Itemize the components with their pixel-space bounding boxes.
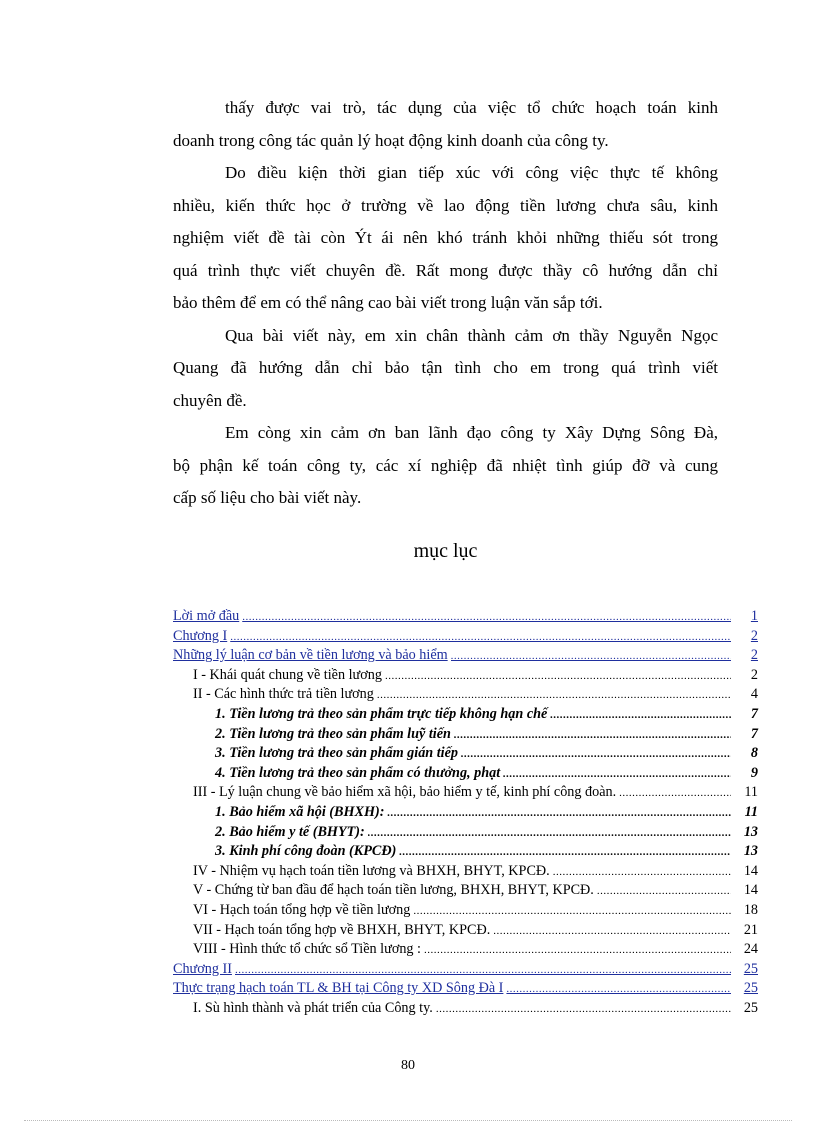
toc-entry[interactable] bbox=[173, 764, 758, 784]
body-text-line: bộ phận kế toán công ty, các xí nghiệp đã nhiệt tình giúp đỡ và cung bbox=[173, 455, 718, 475]
toc-entry[interactable] bbox=[173, 783, 758, 803]
toc-page-number: 2 bbox=[750, 647, 758, 664]
toc-dot-leader bbox=[377, 686, 731, 706]
page-bottom-border bbox=[24, 1120, 792, 1121]
toc-dot-leader bbox=[550, 706, 731, 726]
toc-title: mục lục bbox=[413, 540, 478, 562]
toc-page-number: 11 bbox=[744, 803, 758, 820]
toc-entry[interactable] bbox=[173, 999, 758, 1019]
toc-entry[interactable] bbox=[173, 646, 758, 666]
toc-entry[interactable] bbox=[173, 666, 758, 686]
body-text-line: Em còng xin cảm ơn ban lãnh đạo công ty Xây Dựng Sông Đà, bbox=[225, 423, 718, 442]
toc-page-number: 25 bbox=[743, 980, 758, 997]
body-text-line: nhiều, kiến thức học ở trường về lao động tiền lương chưa sâu, kinh bbox=[173, 195, 718, 215]
body-text-line: quá trình thực viết chuyên đề. Rất mong được thầy cô hướng dẫn chỉ bbox=[173, 260, 718, 280]
toc-dot-leader bbox=[368, 824, 731, 844]
toc-entry[interactable] bbox=[173, 862, 758, 882]
toc-entry-title: III - Lý luận chung về bảo hiểm xã hội, bảo hiểm y tế, kinh phí công đoàn. bbox=[193, 784, 617, 801]
toc-entry-title: II - Các hình thức trả tiền lương bbox=[193, 686, 374, 703]
toc-entry[interactable] bbox=[173, 979, 758, 999]
toc-dot-leader bbox=[619, 784, 731, 804]
toc-entry[interactable] bbox=[173, 744, 758, 764]
toc-page-number: 14 bbox=[743, 882, 758, 899]
toc-dot-leader bbox=[597, 882, 731, 902]
toc-dot-leader bbox=[506, 980, 731, 1000]
body-text-line: thấy được vai trò, tác dụng của việc tổ chức hoạch toán kinh bbox=[225, 98, 718, 117]
toc-page-number: 4 bbox=[750, 686, 758, 703]
toc-page-number: 2 bbox=[750, 666, 758, 683]
body-paragraphs bbox=[173, 92, 718, 515]
toc-entry-title: 3. Tiền lương trả theo sản phẩm gián tiếp bbox=[215, 745, 459, 762]
toc-entry[interactable] bbox=[173, 921, 758, 941]
body-text-line: bảo thêm để em có thể nâng cao bài viết trong luận văn sắp tới. bbox=[173, 293, 603, 312]
toc-dot-leader bbox=[503, 765, 731, 785]
toc-entry-title: IV - Nhiệm vụ hạch toán tiền lương và BHXH, BHYT, KPCĐ. bbox=[193, 862, 550, 879]
toc-entry-title: VII - Hạch toán tổng hợp về BHXH, BHYT, KPCĐ. bbox=[193, 921, 491, 938]
toc-entry[interactable] bbox=[173, 881, 758, 901]
toc-page-number: 9 bbox=[750, 764, 758, 781]
toc-page-number: 25 bbox=[743, 999, 758, 1016]
page-number: 80 bbox=[401, 1058, 415, 1073]
toc-page-number: 8 bbox=[750, 745, 758, 762]
toc-dot-leader bbox=[387, 804, 731, 824]
toc-entry-title: 2. Tiền lương trả theo sản phẩm luỹ tiến bbox=[215, 725, 451, 742]
toc-page-number: 7 bbox=[750, 705, 758, 722]
toc-dot-leader bbox=[424, 941, 731, 961]
body-text-line: Quang đã hướng dẫn chỉ bảo tận tình cho em trong quá trình viết bbox=[173, 358, 718, 377]
toc-dot-leader bbox=[553, 863, 731, 883]
toc-entry[interactable] bbox=[173, 705, 758, 725]
body-text-line: Do điều kiện thời gian tiếp xúc với công việc thực tế không bbox=[225, 163, 718, 182]
toc-entry-title: V - Chứng từ ban đầu để hạch toán tiền lương, BHXH, BHYT, KPCĐ. bbox=[193, 882, 594, 899]
toc-page-number: 14 bbox=[743, 862, 758, 879]
toc-entry-title: I. Sù hình thành và phát triển của Công ty. bbox=[193, 999, 433, 1016]
toc-dot-leader bbox=[461, 745, 731, 765]
toc-page-number: 7 bbox=[750, 725, 758, 742]
toc-page-number: 11 bbox=[744, 784, 758, 801]
toc-entry[interactable] bbox=[173, 607, 758, 627]
toc-dot-leader bbox=[493, 922, 731, 942]
body-text-line: chuyên đề. bbox=[173, 390, 247, 410]
toc-entry-title: VIII - Hình thức tổ chức sổ Tiền lương : bbox=[193, 941, 421, 958]
body-text-line: doanh trong công tác quản lý hoạt động kinh doanh của công ty. bbox=[173, 130, 609, 150]
body-text-line: nghiệm viết đề tài còn Ýt ái nên khó tránh khỏi những thiếu sót trong bbox=[173, 228, 718, 247]
toc-page-number: 18 bbox=[743, 901, 758, 918]
toc-entry[interactable] bbox=[173, 685, 758, 705]
toc-entry-title: I - Khái quát chung về tiền lương bbox=[193, 666, 382, 683]
body-text-line: Qua bài viết này, em xin chân thành cảm ơn thầy Nguyễn Ngọc bbox=[225, 325, 718, 345]
toc-entry[interactable] bbox=[173, 901, 758, 921]
toc-dot-leader bbox=[413, 902, 731, 922]
toc-entry[interactable] bbox=[173, 960, 758, 980]
toc-page-number: 24 bbox=[743, 941, 758, 958]
toc-page-number: 13 bbox=[743, 823, 758, 840]
toc-dot-leader bbox=[242, 608, 731, 628]
toc-dot-leader bbox=[235, 961, 731, 981]
toc-entry[interactable] bbox=[173, 842, 758, 862]
toc-entry[interactable] bbox=[173, 823, 758, 843]
toc-page-number: 25 bbox=[743, 960, 758, 977]
body-text-line: cấp số liệu cho bài viết này. bbox=[173, 488, 362, 507]
toc-entry-title: 3. Kinh phí công đoàn (KPCĐ) bbox=[215, 843, 397, 860]
toc-dot-leader bbox=[451, 647, 731, 667]
toc-entry-title: VI - Hạch toán tổng hợp về tiền lương bbox=[193, 901, 411, 918]
toc-entry-title: 2. Bảo hiểm y tế (BHYT): bbox=[215, 823, 365, 840]
toc-dot-leader bbox=[436, 1000, 731, 1020]
toc-page-number: 21 bbox=[743, 921, 758, 938]
toc-page-number: 2 bbox=[750, 627, 758, 644]
toc-entry[interactable] bbox=[173, 725, 758, 745]
table-of-contents bbox=[173, 607, 758, 1018]
toc-entry-title: Thực trạng hạch toán TL & BH tại Công ty XD Sông Đà I bbox=[173, 980, 504, 997]
toc-entry[interactable] bbox=[173, 940, 758, 960]
toc-entry-title: Lời mở đầu bbox=[173, 608, 240, 624]
toc-entry[interactable] bbox=[173, 627, 758, 647]
toc-entry-title: 4. Tiền lương trả theo sản phẩm có thưởng, phạt bbox=[215, 764, 501, 781]
toc-page-number: 13 bbox=[743, 843, 758, 860]
toc-page-number: 1 bbox=[750, 608, 758, 624]
toc-entry-title: 1. Bảo hiểm xã hội (BHXH): bbox=[215, 803, 385, 820]
toc-dot-leader bbox=[399, 843, 731, 863]
toc-entry-title: Những lý luận cơ bản về tiền lương và bảo hiểm bbox=[173, 647, 448, 664]
toc-entry-title: Chương II bbox=[173, 960, 232, 977]
toc-entry[interactable] bbox=[173, 803, 758, 823]
toc-dot-leader bbox=[230, 628, 731, 648]
toc-entry-title: 1. Tiền lương trả theo sản phẩm trực tiếp không hạn chế bbox=[215, 705, 548, 722]
toc-dot-leader bbox=[454, 726, 731, 746]
toc-entry-title: Chương I bbox=[173, 627, 228, 644]
toc-dot-leader bbox=[385, 667, 731, 687]
